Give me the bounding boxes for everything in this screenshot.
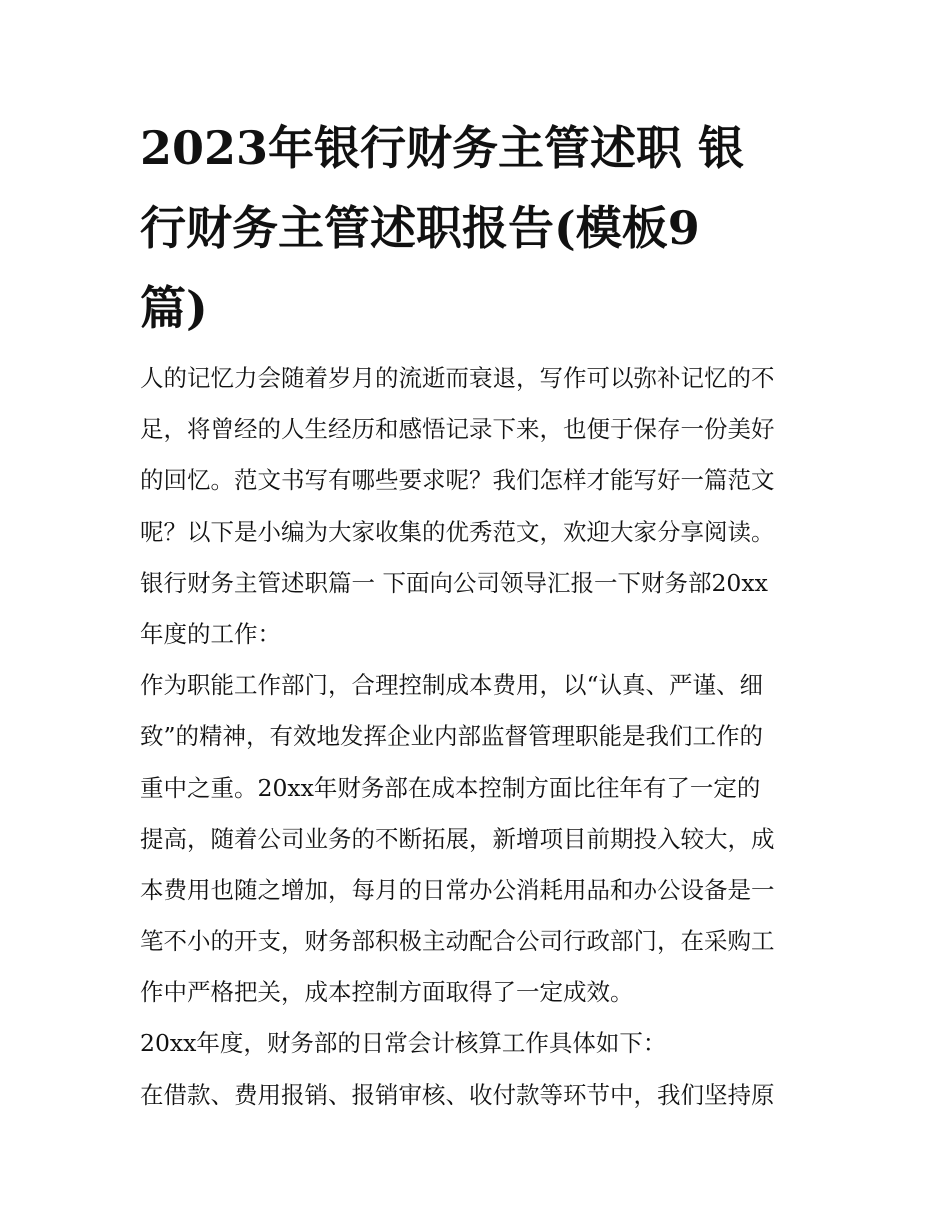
- document-body: [140, 353, 820, 1121]
- body-line: 笔不小的开支，财务部积极主动配合公司行政部门，在采购工: [140, 927, 775, 956]
- body-line: 20xx年度，财务部的日常会计核算工作具体如下：: [140, 1029, 667, 1058]
- body-line: 提高，随着公司业务的不断拓展，新增项目前期投入较大，成: [140, 824, 775, 853]
- title-line-2: 行财务主管述职报告(模板9: [140, 201, 700, 255]
- body-line: 的回忆。范文书写有哪些要求呢？我们怎样才能写好一篇范文: [140, 466, 775, 495]
- body-line: 致”的精神，有效地发挥企业内部监督管理职能是我们工作的: [140, 722, 764, 751]
- title-line-3: 篇): [140, 281, 208, 335]
- body-line: 作为职能工作部门，合理控制成本费用，以“认真、严谨、细: [140, 671, 764, 700]
- body-line: 银行财务主管述职篇一 下面向公司领导汇报一下财务部20xx: [140, 568, 768, 597]
- body-line: 人的记忆力会随着岁月的流逝而衰退，写作可以弥补记忆的不: [140, 364, 775, 392]
- body-line: 在借款、费用报销、报销审核、收付款等环节中，我们坚持原: [140, 1080, 775, 1109]
- document-title: [140, 108, 820, 348]
- body-line: 呢？以下是小编为大家收集的优秀范文，欢迎大家分享阅读。: [140, 517, 775, 546]
- body-line: 本费用也随之增加，每月的日常办公消耗用品和办公设备是一: [140, 875, 775, 904]
- body-line: 年度的工作：: [140, 619, 281, 648]
- body-line: 重中之重。20xx年财务部在成本控制方面比往年有了一定的: [140, 773, 761, 802]
- body-line: 足，将曾经的人生经历和感悟记录下来，也便于保存一份美好: [140, 415, 775, 444]
- body-line: 作中严格把关，成本控制方面取得了一定成效。: [140, 978, 634, 1007]
- title-line-1: 2023年银行财务主管述职 银: [140, 121, 745, 175]
